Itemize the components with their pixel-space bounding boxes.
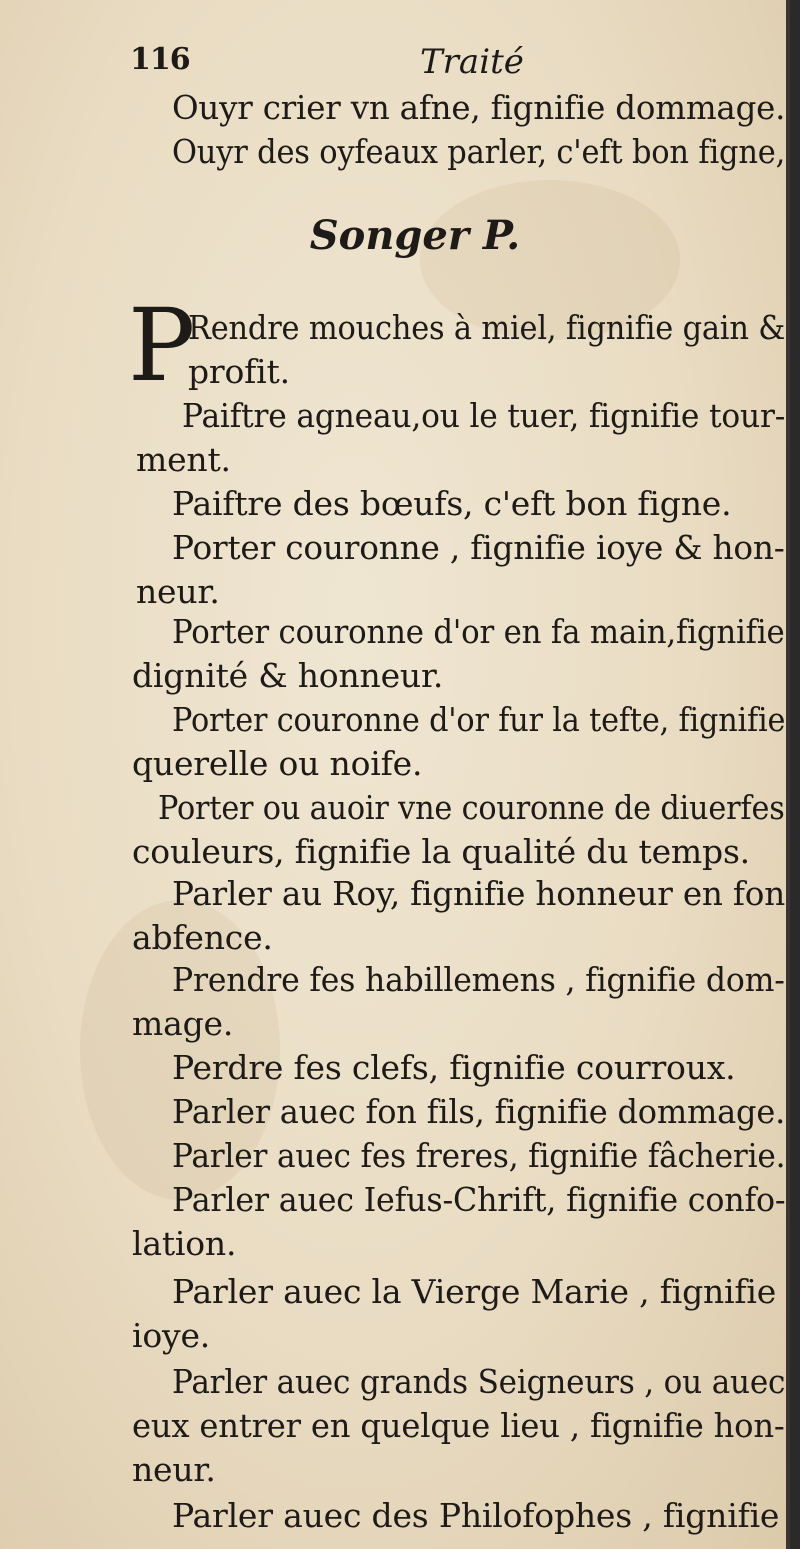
text-line: profit. (188, 352, 290, 391)
text-line: Porter ou auoir vne couronne de diuerfes (158, 788, 785, 827)
text-line: Porter couronne d'or fur la tefte, fignifie (172, 700, 786, 739)
text-line: Parler auec la Vierge Marie , fignifie (172, 1272, 777, 1311)
text-line: Parler auec Iefus-Chrift, fignifie confo- (172, 1180, 786, 1219)
text-line: querelle ou noife. (132, 744, 423, 783)
text-line: ment. (136, 440, 231, 479)
text-line: abfence. (132, 918, 273, 957)
page-number: 116 (130, 42, 190, 77)
text-line: Parler auec fon fils, fignifie dommage. (172, 1092, 786, 1131)
section-heading: Songer P. (309, 212, 521, 259)
text-line: Parler auec fes freres, fignifie fâcherie. (172, 1136, 786, 1175)
text-line: Ouyr crier vn afne, fignifie dommage. (172, 88, 786, 127)
text-line: ioye. (132, 1316, 211, 1355)
text-line: neur. (132, 1450, 216, 1489)
text-line: eux entrer en quelque lieu , fignifie hon- (132, 1406, 785, 1445)
text-line: Parler auec des Philofophes , fignifie (172, 1496, 780, 1535)
text-line: Paiftre agneau,ou le tuer, fignifie tour- (182, 396, 786, 435)
drop-cap: P (128, 287, 196, 404)
text-line: Paiftre des bœufs, c'eft bon figne. (172, 484, 732, 523)
text-line: Parler auec grands Seigneurs , ou auec (172, 1362, 786, 1401)
text-line: lation. (132, 1224, 237, 1263)
text-line: Rendre mouches à miel, fignifie gain & (188, 308, 786, 347)
text-line: mage. (132, 1004, 234, 1043)
text-line: couleurs, fignifie la qualité du temps. (132, 832, 750, 871)
text-line: dignité & honneur. (132, 656, 444, 695)
running-title: Traité (420, 42, 524, 82)
text-line: Porter couronne d'or en fa main,fignifie (172, 612, 785, 651)
page-header (130, 42, 746, 92)
text-line: Perdre fes clefs, fignifie courroux. (172, 1048, 736, 1087)
text-line: Parler au Roy, fignifie honneur en fon (172, 874, 786, 913)
text-line: Ouyr des oyfeaux parler, c'eft bon figne, (172, 132, 786, 171)
text-line: Porter couronne , fignifie ioye & hon- (172, 528, 785, 567)
text-line: neur. (136, 572, 220, 611)
text-line: Prendre fes habillemens , fignifie dom- (172, 960, 785, 999)
